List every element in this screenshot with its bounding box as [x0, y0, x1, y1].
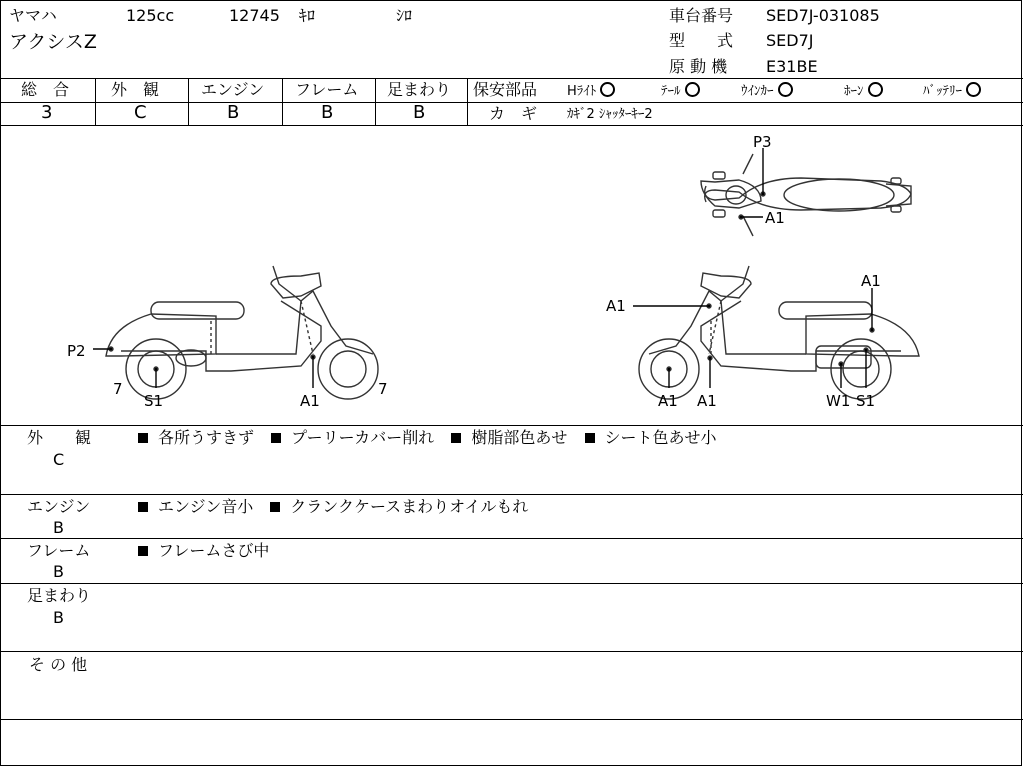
bullet-square-icon: [585, 433, 595, 443]
grade-header-exterior: 外 観: [111, 80, 160, 99]
bullet-square-icon: [138, 502, 148, 512]
ok-circle-icon: [868, 82, 883, 97]
remark-item: シート色あせ小: [604, 428, 717, 447]
scooter-top-view: [701, 148, 911, 236]
remark-grade-exterior: C: [53, 450, 65, 469]
grade-engine: B: [227, 102, 240, 123]
bullet-square-icon: [271, 433, 281, 443]
frame-no-label: 車台番号: [669, 6, 734, 25]
remark-category-engine: エンジン: [27, 497, 91, 516]
damage-label-a1: A1: [606, 297, 626, 315]
remark-list-exterior: [138, 429, 717, 447]
damage-label-a1: A1: [658, 392, 678, 410]
divider: [95, 78, 96, 125]
damage-label-a1: A1: [765, 209, 785, 227]
safety-item-tail: ﾃｰﾙ: [661, 82, 700, 101]
remark-category-other: そ の 他: [29, 655, 88, 674]
bullet-square-icon: [138, 433, 148, 443]
divider: [282, 78, 283, 125]
type-label: 型 式: [669, 31, 734, 50]
remark-item: プーリーカバー削れ: [291, 428, 435, 447]
remark-list-frame: [138, 542, 269, 560]
ok-circle-icon: [966, 82, 981, 97]
grade-suspension: B: [413, 102, 426, 123]
mileage-unit: ｷﾛ: [299, 6, 316, 25]
divider: [1, 719, 1023, 720]
grade-header-overall: 総 合: [21, 80, 70, 99]
ok-circle-icon: [685, 82, 700, 97]
remark-item: 各所うすきず: [158, 428, 255, 447]
key-value: ｶｷﾞ2 ｼｬｯﾀｰｷｰ2: [567, 107, 653, 122]
remark-list-engine: [138, 498, 528, 516]
key-label: カ ギ: [489, 104, 538, 123]
damage-label-7: 7: [378, 380, 388, 398]
remark-category-frame: フレーム: [27, 541, 91, 560]
remark-item: エンジン音小: [158, 497, 254, 516]
damage-label-w1: W1: [826, 392, 851, 410]
divider: [1, 78, 1023, 79]
mileage: 12745: [229, 6, 280, 25]
ok-circle-icon: [600, 82, 615, 97]
grade-frame: B: [321, 102, 334, 123]
grade-header-engine: エンジン: [201, 80, 265, 99]
safety-item-battery: ﾊﾞｯﾃﾘｰ: [923, 82, 981, 101]
model-name: アクシスZ: [9, 31, 97, 53]
damage-label-p2: P2: [67, 342, 86, 360]
ok-circle-icon: [778, 82, 793, 97]
remark-grade-engine: B: [53, 518, 64, 537]
divider: [188, 78, 189, 125]
safety-item-headlight: Hﾗｲﾄ: [567, 82, 615, 101]
grade-header-frame: フレーム: [295, 80, 359, 99]
grade-overall: 3: [41, 102, 53, 123]
damage-label-a1: A1: [300, 392, 320, 410]
maker: ヤマハ: [9, 6, 57, 25]
damage-label-p3: P3: [753, 133, 772, 151]
safety-item-winker: ｳｲﾝｶｰ: [741, 82, 793, 101]
remark-item: 樹脂部色あせ: [471, 428, 568, 447]
divider: [1, 494, 1023, 495]
grade-header-suspension: 足まわり: [387, 80, 452, 99]
damage-label-a1: A1: [861, 272, 881, 290]
color: ｼﾛ: [396, 6, 413, 25]
remark-category-exterior: 外 観: [27, 428, 92, 447]
safety-title: 保安部品: [473, 80, 538, 99]
damage-label-a1: A1: [697, 392, 717, 410]
divider: [1, 538, 1023, 539]
frame-no: SED7J-031085: [766, 6, 880, 25]
scooter-left-view: [93, 266, 378, 399]
damage-label-s1: S1: [856, 392, 876, 410]
divider: [1, 651, 1023, 652]
bullet-square-icon: [451, 433, 461, 443]
grade-exterior: C: [134, 102, 147, 123]
remark-grade-frame: B: [53, 562, 64, 581]
engine-label: 原 動 機: [669, 57, 728, 76]
divider: [1, 583, 1023, 584]
remark-item: クランクケースまわりオイルもれ: [290, 497, 529, 516]
damage-label-s1: S1: [144, 392, 164, 410]
divider: [375, 78, 376, 125]
divider: [467, 78, 468, 125]
bullet-square-icon: [138, 546, 148, 556]
remark-grade-suspension: B: [53, 608, 64, 627]
engine-value: E31BE: [766, 57, 818, 76]
remark-category-suspension: 足まわり: [27, 586, 92, 605]
bullet-square-icon: [270, 502, 280, 512]
type-value: SED7J: [766, 31, 814, 50]
displacement: 125cc: [126, 6, 175, 25]
divider: [1, 425, 1023, 426]
safety-item-horn: ﾎｰﾝ: [844, 82, 883, 101]
damage-label-7: 7: [113, 380, 123, 398]
divider: [468, 102, 1023, 103]
remark-item: フレームさび中: [158, 541, 270, 560]
